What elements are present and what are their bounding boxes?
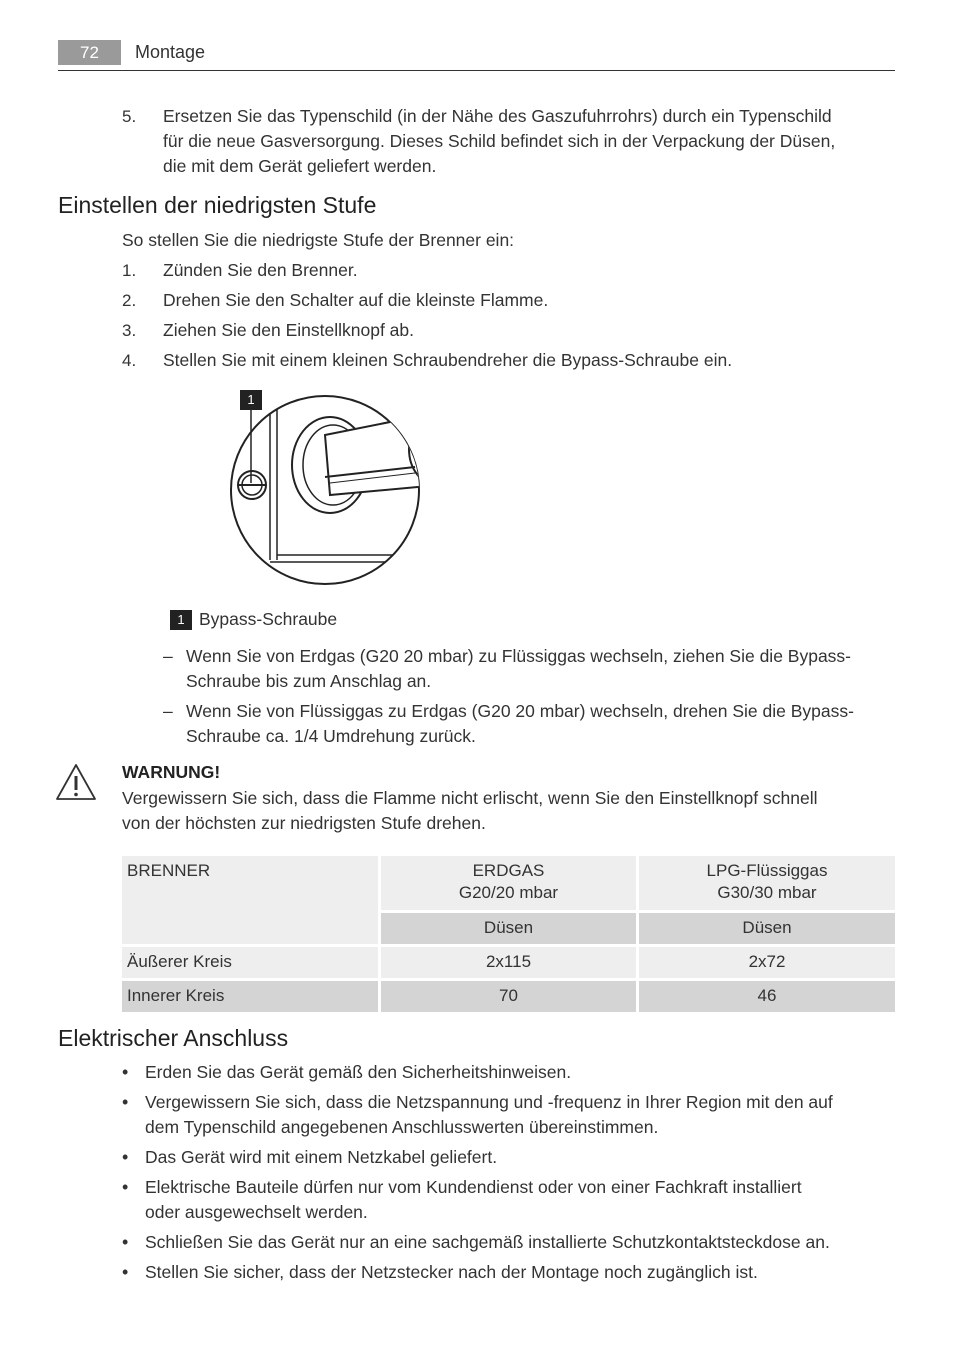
bullet-item-line: Schließen Sie das Gerät nur an eine sachgemäß installierte Schutzkontaktsteckdose an. xyxy=(145,1232,830,1252)
step-number: 3. xyxy=(122,321,137,340)
table-header-erdgas: ERDGAS G20/20 mbar xyxy=(381,856,636,910)
step-text-line: die mit dem Gerät geliefert werden. xyxy=(163,156,437,176)
table-row-label: Innerer Kreis xyxy=(122,981,378,1012)
table-header-lpg: LPG-Flüssiggas G30/30 mbar xyxy=(639,856,895,910)
table-header-burner: BRENNER xyxy=(122,856,378,944)
warning-text-line: Vergewissern Sie sich, dass die Flamme nicht erlischt, wenn Sie den Einstellknopf schnell xyxy=(122,788,818,808)
header-rule xyxy=(58,70,895,71)
bullet-glyph: • xyxy=(122,1177,129,1197)
bullet-glyph: • xyxy=(122,1262,129,1282)
step-text-line: Ersetzen Sie das Typenschild (in der Nähe des Gaszufuhrrohrs) durch ein Typenschild xyxy=(163,106,832,126)
section-heading: Elektrischer Anschluss xyxy=(58,1025,289,1051)
section-heading: Einstellen der niedrigsten Stufe xyxy=(58,192,377,218)
table-row-label: Äußerer Kreis xyxy=(122,947,378,978)
figure-callout-badge: 1 xyxy=(240,390,262,410)
step-text: Stellen Sie mit einem kleinen Schraubendreher die Bypass-Schraube ein. xyxy=(163,350,733,370)
bullet-item-line: Erden Sie das Gerät gemäß den Sicherheitshinweisen. xyxy=(145,1062,572,1082)
warning-icon xyxy=(55,763,97,801)
warning-title: WARNUNG! xyxy=(122,762,221,782)
bullet-item-line: dem Typenschild angegebenen Anschlusswerten übereinstimmen. xyxy=(145,1117,659,1137)
dash-item-line: Wenn Sie von Flüssiggas zu Erdgas (G20 20 mbar) wechseln, drehen Sie die Bypass- xyxy=(186,701,854,721)
table-cell: 2x72 xyxy=(639,947,895,978)
dash-bullet: – xyxy=(163,701,173,721)
legend-number-badge: 1 xyxy=(170,610,192,630)
table-cell: 46 xyxy=(639,981,895,1012)
warning-text-line: von der höchsten zur niedrigsten Stufe drehen. xyxy=(122,813,486,833)
bullet-glyph: • xyxy=(122,1147,129,1167)
step-text-line: für die neue Gasversorgung. Dieses Schild befindet sich in der Verpackung der Düsen, xyxy=(163,131,836,151)
bullet-item-line: Das Gerät wird mit einem Netzkabel geliefert. xyxy=(145,1147,498,1167)
step-number: 5. xyxy=(122,107,137,126)
bypass-screw-illustration xyxy=(225,385,475,590)
dash-item-line: Schraube ca. 1/4 Umdrehung zurück. xyxy=(186,726,476,746)
bullet-item-line: Stellen Sie sicher, dass der Netzstecker nach der Montage noch zugänglich ist. xyxy=(145,1262,758,1282)
dash-item-line: Wenn Sie von Erdgas (G20 20 mbar) zu Flüssiggas wechseln, ziehen Sie die Bypass- xyxy=(186,646,852,666)
bullet-item-line: oder ausgewechselt werden. xyxy=(145,1202,368,1222)
table-cell: 2x115 xyxy=(381,947,636,978)
table-subheader: Düsen xyxy=(639,913,895,944)
table-subheader: Düsen xyxy=(381,913,636,944)
step-number: 4. xyxy=(122,351,137,370)
table-cell: 70 xyxy=(381,981,636,1012)
bullet-glyph: • xyxy=(122,1092,129,1112)
dash-bullet: – xyxy=(163,646,173,666)
step-number: 1. xyxy=(122,261,137,280)
page-number: 72 xyxy=(58,40,121,65)
step-number: 2. xyxy=(122,291,137,310)
bullet-glyph: • xyxy=(122,1232,129,1252)
bullet-item-line: Vergewissern Sie sich, dass die Netzspannung und -frequenz in Ihrer Region mit den auf xyxy=(145,1092,833,1112)
legend-label: Bypass-Schraube xyxy=(199,609,338,629)
step-text: Drehen Sie den Schalter auf die kleinste Flamme. xyxy=(163,290,549,310)
section-header-title: Montage xyxy=(135,42,206,62)
bullet-glyph: • xyxy=(122,1062,129,1082)
step-text: Ziehen Sie den Einstellknopf ab. xyxy=(163,320,414,340)
bullet-item-line: Elektrische Bauteile dürfen nur vom Kundendienst oder von einer Fachkraft installiert xyxy=(145,1177,802,1197)
step-text: Zünden Sie den Brenner. xyxy=(163,260,358,280)
dash-item-line: Schraube bis zum Anschlag an. xyxy=(186,671,432,691)
section-intro: So stellen Sie die niedrigste Stufe der Brenner ein: xyxy=(122,230,515,250)
